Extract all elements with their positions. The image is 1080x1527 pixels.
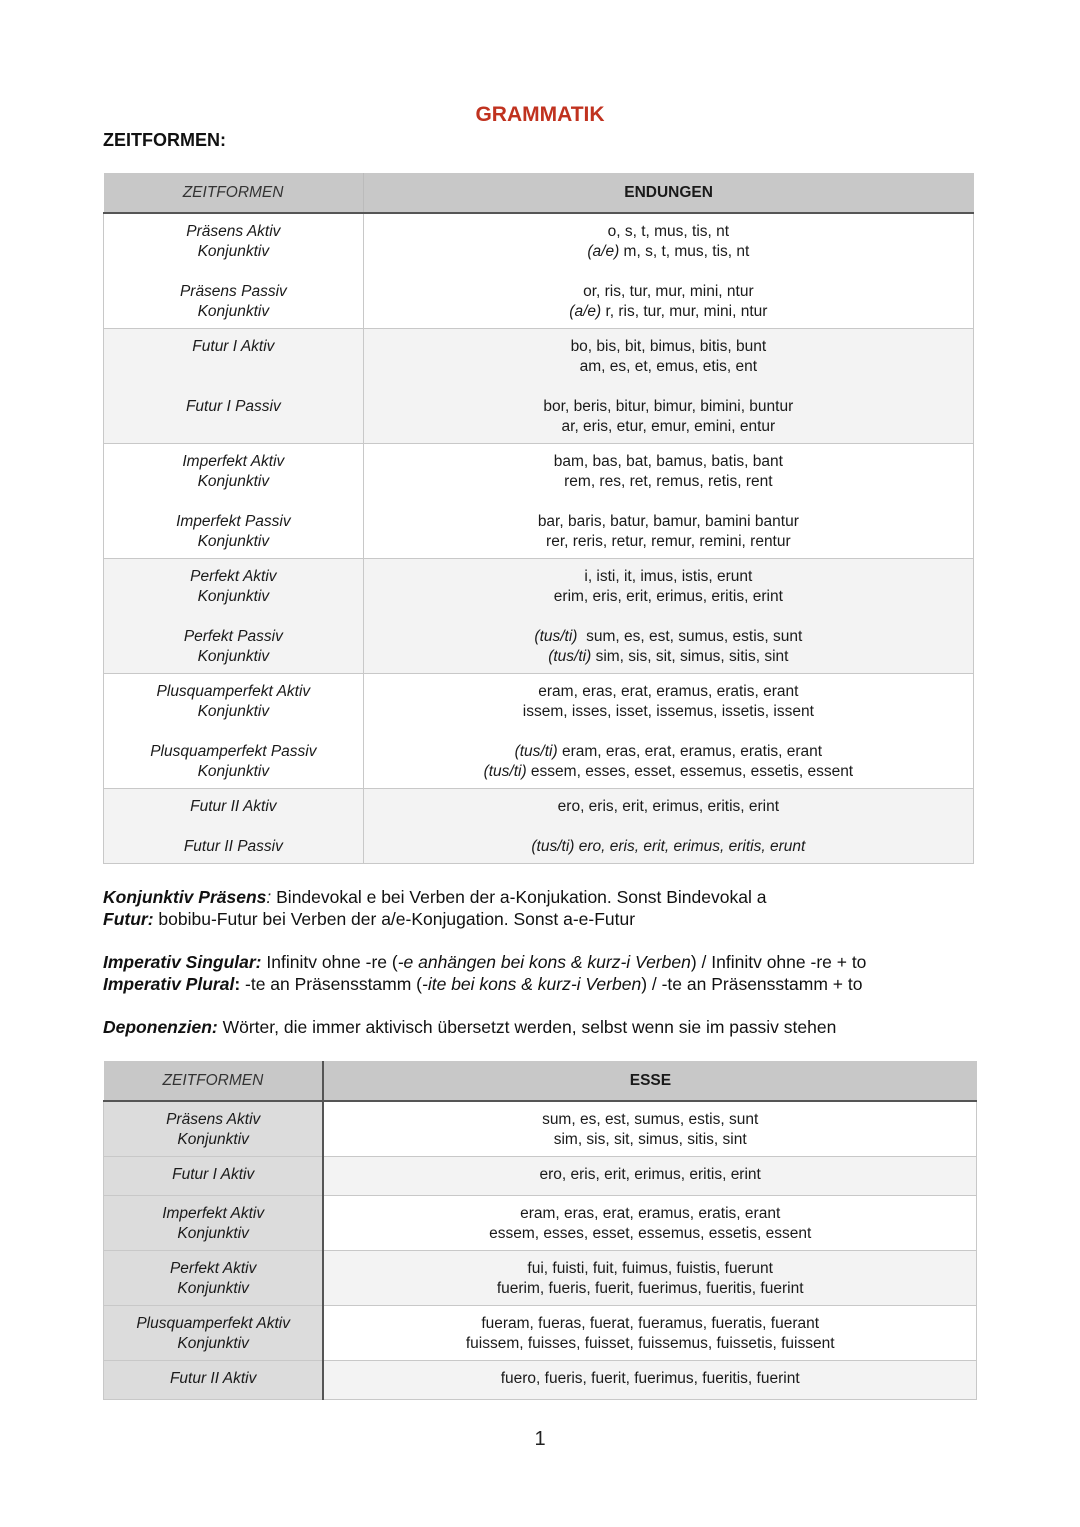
esse-line: fui, fuisti, fuit, fuimus, fuistis, fuerunt bbox=[527, 1260, 773, 1277]
ending-line: bor, beris, bitur, bimur, bimini, buntur bbox=[543, 398, 794, 415]
tense-label: Perfekt Aktiv bbox=[169, 1260, 257, 1277]
note-deponenzien: Deponenzien: Wörter, die immer aktivisch übersetzt werden, selbst wenn sie im passiv stehen bbox=[103, 1017, 837, 1037]
table-row bbox=[104, 1306, 977, 1361]
tense-label: Konjunktiv bbox=[197, 648, 270, 665]
ending-line: i, isti, it, imus, istis, erunt bbox=[584, 568, 753, 585]
table-row bbox=[104, 789, 974, 864]
ending-line: (tus/ti) ero, eris, erit, erimus, eritis, erunt bbox=[531, 838, 806, 855]
tense-cell bbox=[104, 213, 364, 329]
tense-label: Futur II Aktiv bbox=[190, 798, 277, 815]
table-row bbox=[104, 1251, 977, 1306]
tense-label: Imperfekt Aktiv bbox=[182, 453, 285, 470]
ending-line: bam, bas, bat, bamus, batis, bant bbox=[553, 453, 783, 470]
tense-label: Futur I Aktiv bbox=[172, 1166, 255, 1183]
esse-cell bbox=[323, 1157, 976, 1196]
ending-line: (tus/ti) sum, es, est, sumus, estis, sunt bbox=[534, 628, 803, 645]
esse-line: sim, sis, sit, simus, sitis, sint bbox=[553, 1131, 747, 1148]
tense-label: Konjunktiv bbox=[197, 473, 270, 490]
tense-label: Konjunktiv bbox=[177, 1335, 249, 1352]
esse-line: fuissem, fuisses, fuisset, fuissemus, fuissetis, fuissent bbox=[465, 1335, 835, 1352]
tense-label: Konjunktiv bbox=[177, 1131, 249, 1148]
tense-cell bbox=[104, 1157, 324, 1196]
tense-label: Konjunktiv bbox=[177, 1225, 249, 1242]
esse-table bbox=[103, 1061, 977, 1400]
endungen-cell bbox=[363, 559, 973, 674]
tense-label: Futur I Passiv bbox=[185, 398, 281, 415]
header-endungen: ENDUNGEN bbox=[363, 173, 973, 213]
ending-line: or, ris, tur, mur, mini, ntur bbox=[583, 283, 754, 300]
ending-line: (tus/ti) eram, eras, erat, eramus, eratis, erant bbox=[514, 743, 823, 760]
tense-label: Konjunktiv bbox=[197, 303, 270, 320]
table-row bbox=[104, 674, 974, 789]
esse-cell bbox=[323, 1306, 976, 1361]
note-konjunktiv-praesens: Konjunktiv Präsens: Bindevokal e bei Verben der a-Konjukation. Sonst Bindevokal a bbox=[103, 887, 767, 907]
header-zeitformen: ZEITFORMEN bbox=[104, 1061, 324, 1101]
tense-label: Perfekt Passiv bbox=[183, 628, 283, 645]
esse-line: ero, eris, erit, erimus, eritis, erint bbox=[539, 1166, 761, 1183]
ending-line: rem, res, ret, remus, retis, rent bbox=[564, 473, 773, 490]
endungen-cell bbox=[363, 444, 973, 559]
ending-line: am, es, et, emus, etis, ent bbox=[579, 358, 758, 375]
tense-label: Konjunktiv bbox=[197, 703, 270, 720]
tense-cell bbox=[104, 789, 364, 864]
ending-line: issem, isses, isset, issemus, issetis, issent bbox=[522, 703, 814, 720]
ending-line: (tus/ti) essem, esses, esset, essemus, essetis, essent bbox=[483, 763, 854, 780]
endungen-cell bbox=[363, 329, 973, 444]
esse-line: fuerim, fueris, fuerit, fuerimus, fueritis, fuerint bbox=[496, 1280, 804, 1297]
tense-label: Plusquamperfekt Aktiv bbox=[136, 1315, 290, 1332]
tense-label: Futur II Passiv bbox=[183, 838, 283, 855]
page-number: 1 bbox=[534, 1428, 546, 1450]
ending-line: rer, reris, retur, remur, remini, rentur bbox=[546, 533, 791, 550]
tense-label: Futur II Aktiv bbox=[169, 1370, 257, 1387]
tense-label: Konjunktiv bbox=[197, 588, 270, 605]
tense-label: Imperfekt Passiv bbox=[176, 513, 291, 530]
ending-line: erim, eris, erit, erimus, eritis, erint bbox=[553, 588, 783, 605]
table-row bbox=[104, 213, 974, 329]
esse-line: essem, esses, esset, essemus, essetis, essent bbox=[489, 1225, 812, 1242]
tense-label: Präsens Aktiv bbox=[166, 1111, 261, 1128]
tense-cell bbox=[104, 444, 364, 559]
ending-line: bar, baris, batur, bamur, bamini bantur bbox=[537, 513, 799, 530]
esse-line: eram, eras, erat, eramus, eratis, erant bbox=[520, 1205, 781, 1222]
ending-line: (tus/ti) sim, sis, sit, simus, sitis, sint bbox=[548, 648, 789, 665]
tense-cell bbox=[104, 1306, 324, 1361]
note-imperativ-singular: Imperativ Singular: Infinitv ohne -re (-e anhängen bei kons & kurz-i Verben) / Infinitv ohne -re + to bbox=[103, 952, 867, 972]
tense-cell bbox=[104, 1196, 324, 1251]
ending-line: (a/e) r, ris, tur, mur, mini, ntur bbox=[569, 303, 768, 320]
tense-label: Präsens Aktiv bbox=[186, 223, 281, 240]
ending-line: o, s, t, mus, tis, nt bbox=[607, 223, 730, 240]
ending-line: bo, bis, bit, bimus, bitis, bunt bbox=[570, 338, 767, 355]
table-row bbox=[104, 559, 974, 674]
esse-cell bbox=[323, 1251, 976, 1306]
endungen-table bbox=[103, 173, 974, 864]
note-imperativ-plural: Imperativ Plural: -te an Präsensstamm (-ite bei kons & kurz-i Verben) / -te an Präsensstamm + to bbox=[103, 974, 863, 994]
tense-label: Plusquamperfekt Aktiv bbox=[156, 683, 311, 700]
endungen-cell bbox=[363, 213, 973, 329]
tense-cell bbox=[104, 559, 364, 674]
table-header-row bbox=[104, 1061, 977, 1101]
grammar-notes bbox=[103, 886, 983, 1038]
tense-label: Plusquamperfekt Passiv bbox=[150, 743, 317, 760]
tense-label: Imperfekt Aktiv bbox=[162, 1205, 265, 1222]
section-heading-zeitformen: ZEITFORMEN: bbox=[103, 130, 226, 150]
tense-label: Konjunktiv bbox=[197, 243, 270, 260]
esse-cell bbox=[323, 1361, 976, 1400]
tense-cell bbox=[104, 1101, 324, 1157]
table-header-row bbox=[104, 173, 974, 213]
tense-label: Konjunktiv bbox=[177, 1280, 249, 1297]
table-row bbox=[104, 1157, 977, 1196]
header-zeitformen: ZEITFORMEN bbox=[104, 173, 364, 213]
table-row bbox=[104, 329, 974, 444]
tense-cell bbox=[104, 1251, 324, 1306]
endungen-cell bbox=[363, 674, 973, 789]
page-title: GRAMMATIK bbox=[475, 103, 605, 126]
esse-cell bbox=[323, 1101, 976, 1157]
tense-label: Perfekt Aktiv bbox=[190, 568, 277, 585]
esse-line: fuero, fueris, fuerit, fuerimus, fueritis, fuerint bbox=[500, 1370, 800, 1387]
tense-cell bbox=[104, 329, 364, 444]
tense-cell bbox=[104, 674, 364, 789]
note-futur: Futur: bobibu-Futur bei Verben der a/e-Konjugation. Sonst a-e-Futur bbox=[103, 909, 636, 929]
table-row bbox=[104, 1361, 977, 1400]
tense-label: Futur I Aktiv bbox=[192, 338, 275, 355]
ending-line: ero, eris, erit, erimus, eritis, erint bbox=[557, 798, 780, 815]
ending-line: (a/e) m, s, t, mus, tis, nt bbox=[587, 243, 750, 260]
table-row bbox=[104, 1101, 977, 1157]
tense-label: Konjunktiv bbox=[197, 763, 270, 780]
endungen-cell bbox=[363, 789, 973, 864]
table-row bbox=[104, 1196, 977, 1251]
tense-label: Präsens Passiv bbox=[179, 283, 287, 300]
esse-line: sum, es, est, sumus, estis, sunt bbox=[542, 1111, 759, 1128]
ending-line: eram, eras, erat, eramus, eratis, erant bbox=[538, 683, 799, 700]
header-esse: ESSE bbox=[323, 1061, 976, 1101]
esse-cell bbox=[323, 1196, 976, 1251]
esse-line: fueram, fueras, fuerat, fueramus, fueratis, fuerant bbox=[481, 1315, 820, 1332]
ending-line: ar, eris, etur, emur, emini, entur bbox=[561, 418, 776, 435]
table-row bbox=[104, 444, 974, 559]
tense-label: Konjunktiv bbox=[197, 533, 270, 550]
tense-cell bbox=[104, 1361, 324, 1400]
